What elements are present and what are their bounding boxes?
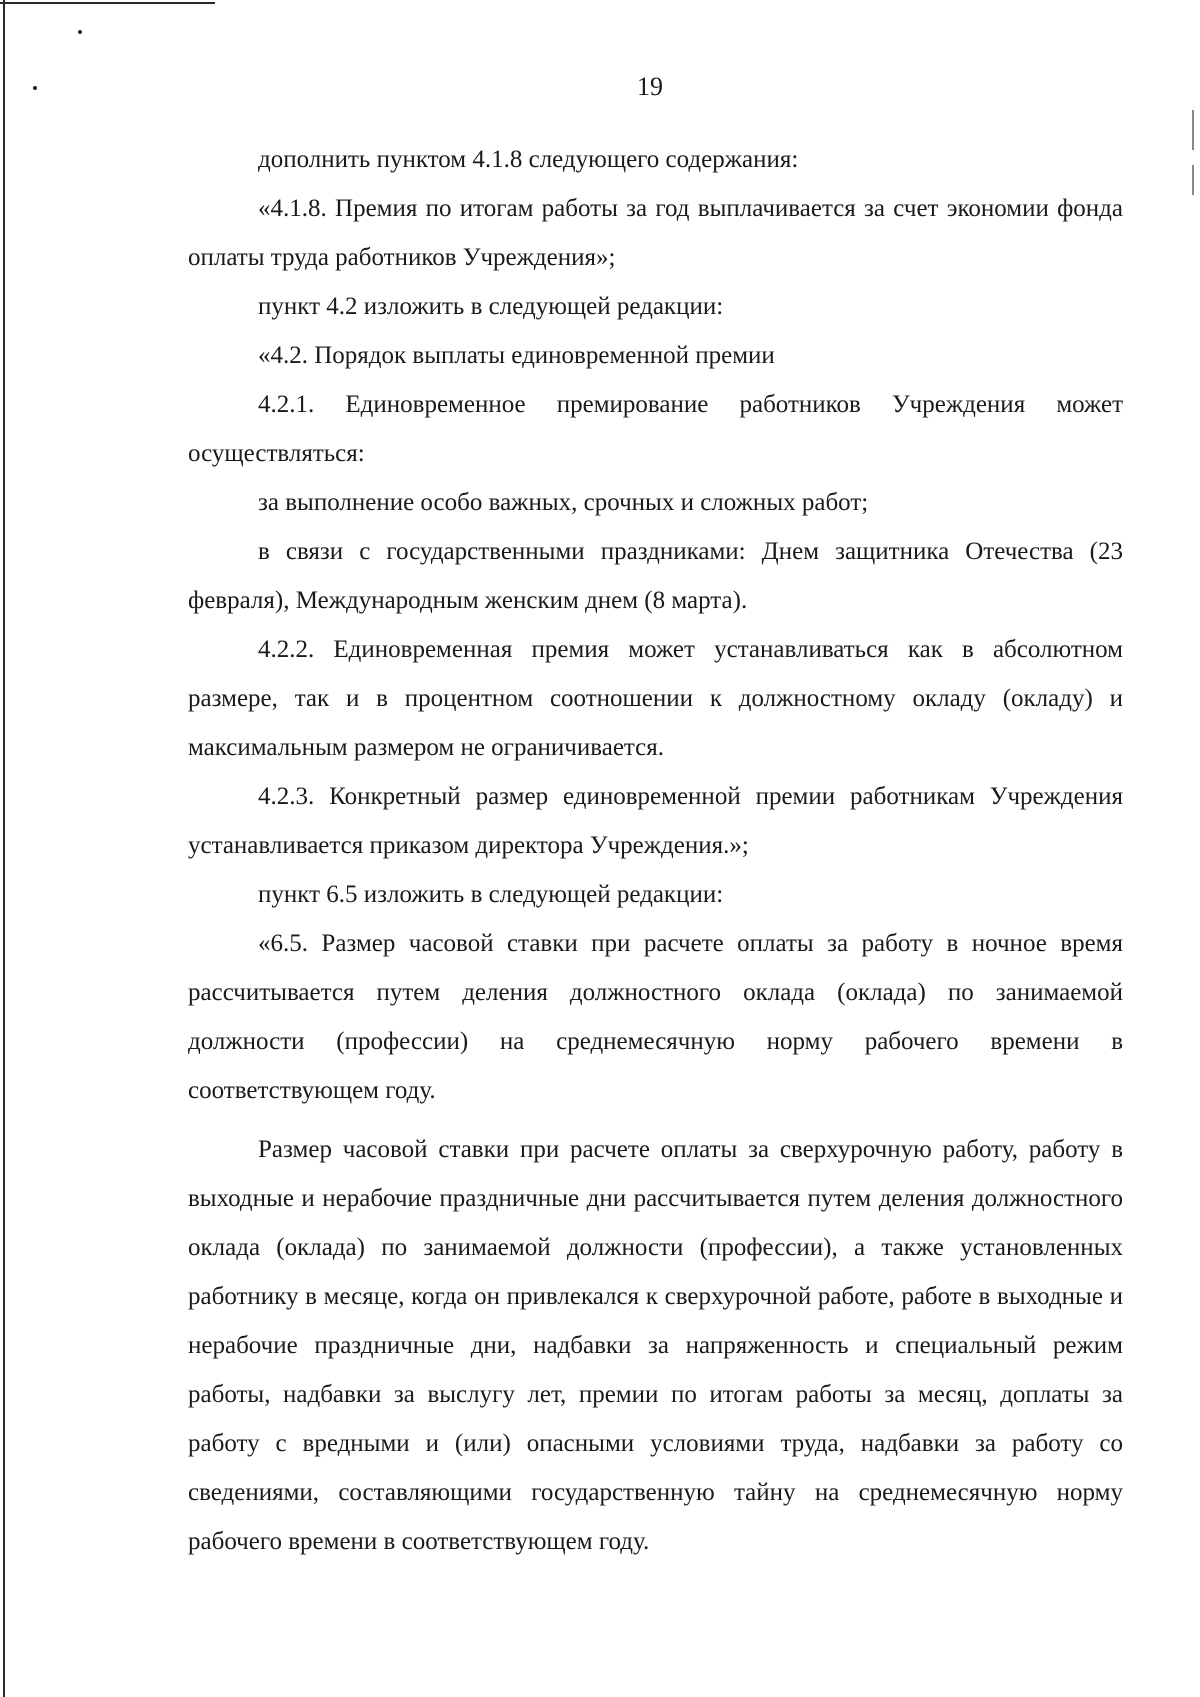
- paragraph: «4.2. Порядок выплаты единовременной премии: [258, 342, 775, 369]
- paragraph: в связи с государственными праздниками: Днем защитника Отечества (23 февраля), Международным женским днем (8 марта).: [188, 538, 1123, 614]
- page-number: 19: [637, 72, 663, 101]
- scan-left-edge: [3, 0, 5, 1697]
- paragraph: 4.2.2. Единовременная премия может устанавливаться как в абсолютном размере, так и в процентном соотношении к должностному окладу (окладу) и максимальным размером не ограничивается.: [188, 636, 1123, 761]
- paragraph: «4.1.8. Премия по итогам работы за год выплачивается за счет экономии фонда оплаты труда работников Учреждения»;: [188, 195, 1123, 271]
- paragraph: пункт 6.5 изложить в следующей редакции:: [258, 881, 724, 908]
- paragraph: 4.2.1. Единовременное премирование работников Учреждения может осуществляться:: [188, 391, 1123, 467]
- paragraph: «6.5. Размер часовой ставки при расчете оплаты за работу в ночное время рассчитывается путем деления должностного оклада (оклада) по занимаемой должности (профессии) на среднемесячную норму рабочего времени в соответствующем году.: [188, 930, 1123, 1104]
- paragraph: за выполнение особо важных, срочных и сложных работ;: [258, 489, 869, 516]
- paragraph: 4.2.3. Конкретный размер единовременной премии работникам Учреждения устанавливается приказом директора Учреждения.»;: [188, 783, 1123, 859]
- scan-top-edge: [0, 2, 215, 4]
- scan-edge-mark: [1192, 110, 1194, 150]
- scan-speck: [78, 30, 82, 34]
- paragraph: дополнить пунктом 4.1.8 следующего содержания:: [258, 146, 799, 173]
- paragraph: пункт 4.2 изложить в следующей редакции:: [258, 293, 724, 320]
- scan-edge-mark: [1192, 165, 1194, 195]
- document-body: [188, 135, 1123, 1566]
- paragraph: Размер часовой ставки при расчете оплаты за сверхурочную работу, работу в выходные и нерабочие праздничные дни рассчитывается путем деления должностного оклада (оклада) по занимаемой должности (профессии), а также установленных работнику в месяце, когда он привлекался к сверхурочной работе, работе в выходные и нерабочие праздничные дни, надбавки за напряженность и специальный режим работы, надбавки за выслугу лет, премии по итогам работы за месяц, доплаты за работу с вредными и (или) опасными условиями труда, надбавки за работу со сведениями, составляющими государственную тайну на среднемесячную норму рабочего времени в соответствующем году.: [188, 1136, 1123, 1555]
